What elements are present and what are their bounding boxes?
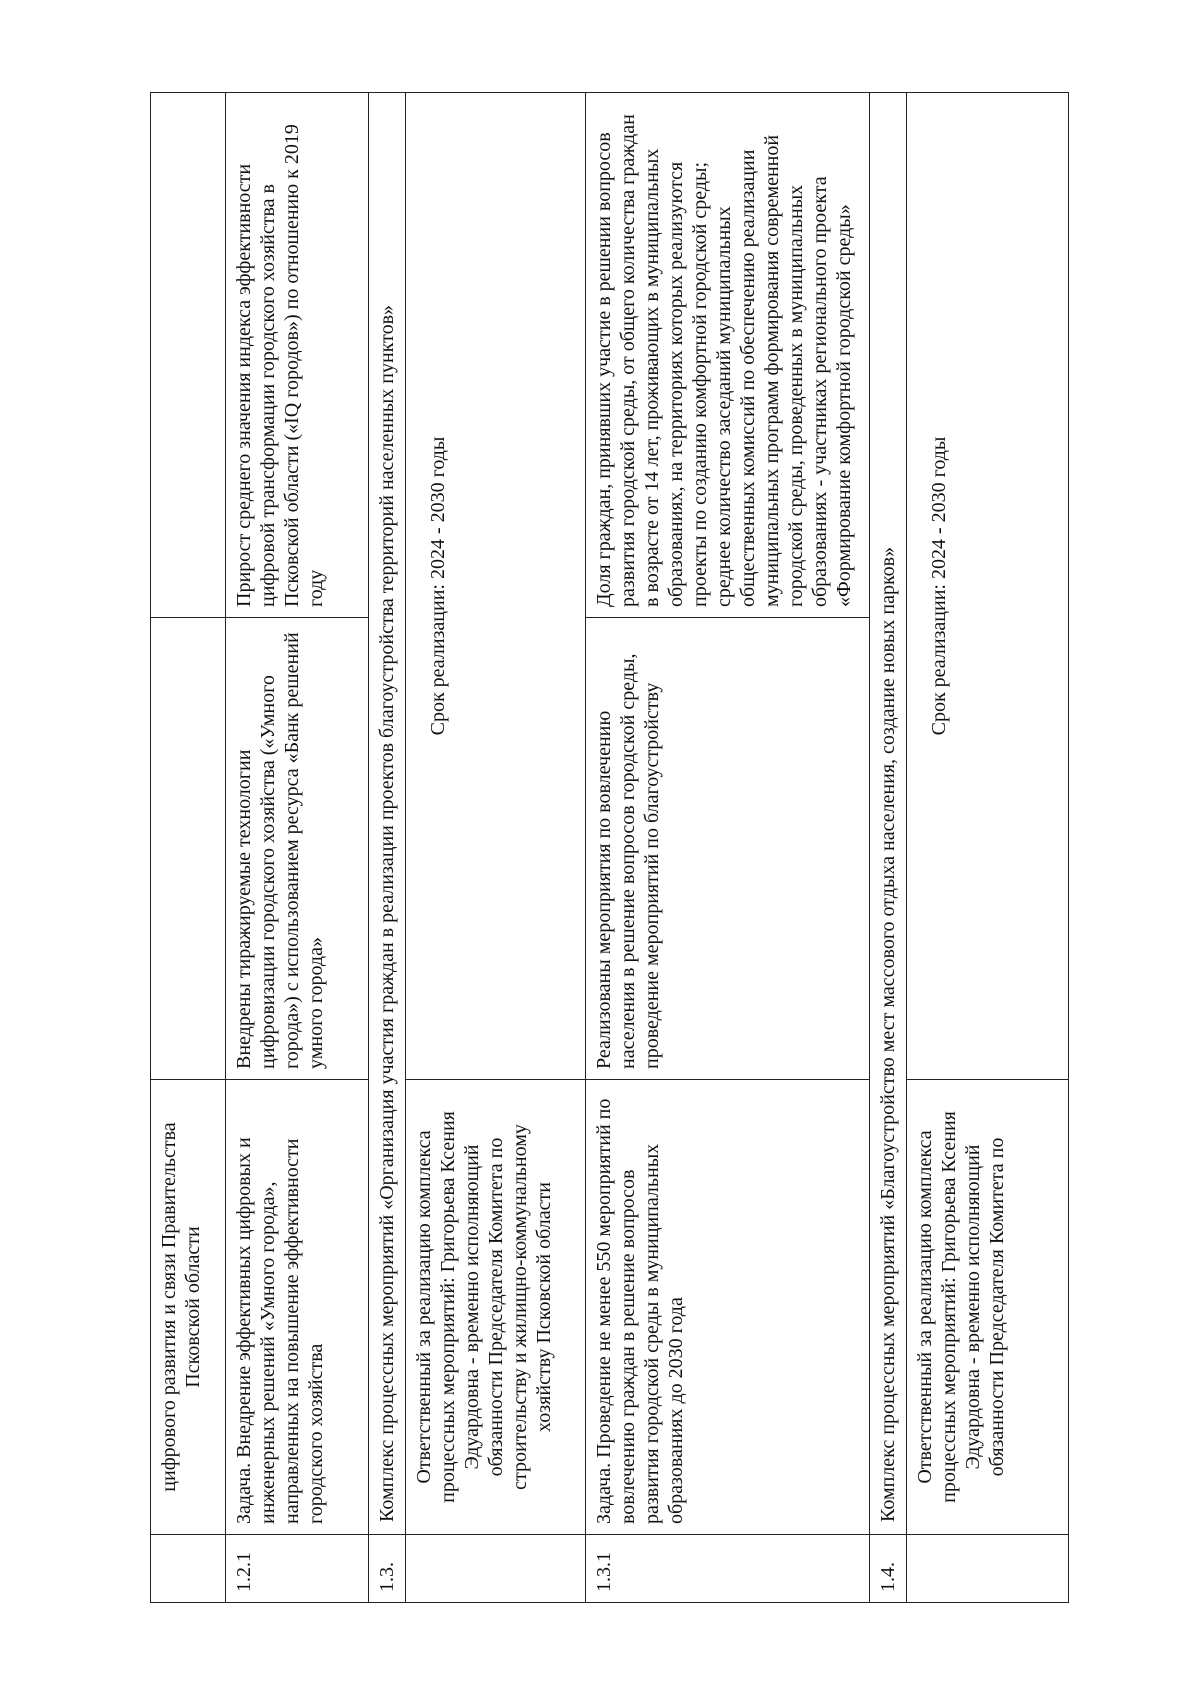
section-title: Комплекс процессных мероприятий «Благоустройство мест массового отдыха населения, создание новых парков» <box>870 93 907 1535</box>
document-page <box>150 93 1070 1603</box>
indicator-cell: Доля граждан, принявших участие в решении вопросов развития городской среды, от общего количества граждан в возрасте от 14 лет, проживающих в муниципальных образованиях, на территориях которых реализуются проекты по созданию комфортной городской среды; среднее количество заседаний муниципальных общественных комиссий по обеспечению реализации муниципальных программ формирования современной городской среды, проведенных в муниципальных образованиях - участниках регионального проекта «Формирование комфортной городской среды» <box>586 93 870 618</box>
task-cell: Задача. Внедрение эффективных цифровых и инженерных решений «Умного города», направленных на повышение эффективности городского хозяйства <box>226 1080 369 1535</box>
row-number: 1.4. <box>870 1535 907 1603</box>
row-number: 1.3. <box>369 1535 406 1603</box>
table-row-1-3-1 <box>586 93 870 1603</box>
row-number: 1.2.1 <box>226 1535 369 1603</box>
row-number <box>151 1535 226 1603</box>
task-cell: Задача. Проведение не менее 550 мероприятий по вовлечению граждан в решение вопросов развития городской среды в муниципальных образованиях до 2030 года <box>586 1080 870 1535</box>
row-number <box>406 1535 586 1603</box>
responsible-cell: Ответственный за реализацию комплекса процессных мероприятий: Григорьева Ксения Эдуардовна - временно исполняющий обязанности Председателя Комитета по <box>907 1080 1069 1535</box>
table-row-1-4-responsible <box>907 93 1069 1603</box>
table-row-1-3-responsible <box>406 93 586 1603</box>
indicator-cell: Прирост среднего значения индекса эффективности цифровой трансформации городского хозяйства в Псковской области («IQ городов») по отношению к 2019 году <box>226 93 369 618</box>
implementation-period: Срок реализации: 2024 - 2030 годы <box>907 93 1069 1080</box>
result-cell <box>151 618 226 1080</box>
program-structure-table <box>150 92 1069 1603</box>
indicator-cell <box>151 93 226 618</box>
result-cell: Внедрены тиражируемые технологии цифровизации городского хозяйства («Умного города») с использованием ресурса «Банк решений умного города» <box>226 618 369 1080</box>
implementation-period: Срок реализации: 2024 - 2030 годы <box>406 93 586 1080</box>
responsible-cell: цифрового развития и связи Правительства Псковской области <box>151 1080 226 1535</box>
row-number: 1.3.1 <box>586 1535 870 1603</box>
table-row-continuation <box>151 93 226 1603</box>
result-cell: Реализованы мероприятия по вовлечению населения в решение вопросов городской среды, проведение мероприятий по благоустройству <box>586 618 870 1080</box>
table-row-1-3 <box>369 93 406 1603</box>
table-row-1-2-1 <box>226 93 369 1603</box>
responsible-cell: Ответственный за реализацию комплекса процессных мероприятий: Григорьева Ксения Эдуардовна - временно исполняющий обязанности Председателя Комитета по строительству и жилищно-коммунальному хозяйству Псковской области <box>406 1080 586 1535</box>
table-row-1-4 <box>870 93 907 1603</box>
row-number <box>907 1535 1069 1603</box>
section-title: Комплекс процессных мероприятий «Организация участия граждан в реализации проектов благоустройства территорий населенных пунктов» <box>369 93 406 1535</box>
